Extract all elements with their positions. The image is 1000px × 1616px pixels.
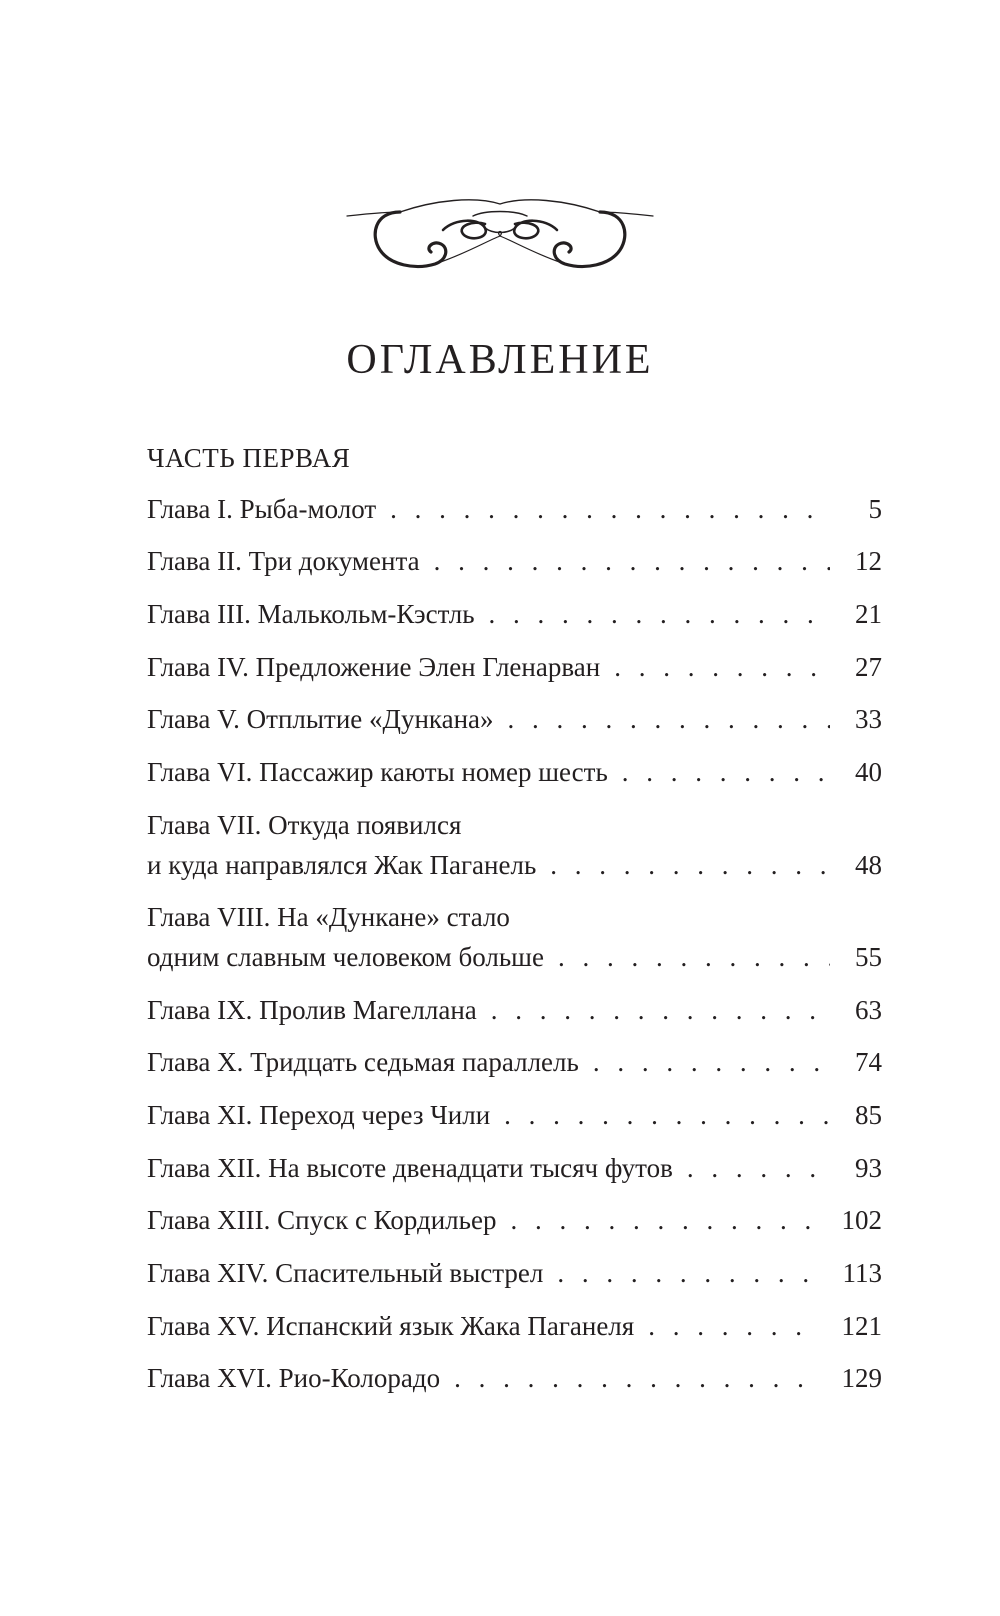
page-title: ОГЛАВЛЕНИЕ <box>346 337 654 383</box>
dot-leader <box>508 702 830 736</box>
dot-leader <box>648 1309 819 1343</box>
flourish-ornament-icon <box>345 190 655 275</box>
toc-entry[interactable] <box>147 597 882 631</box>
chapter-title: Глава V. Отплытие «Дункана» <box>147 704 494 734</box>
toc-entry[interactable] <box>147 492 882 526</box>
toc-entry[interactable] <box>147 544 882 578</box>
chapter-title: Глава IX. Пролив Магеллана <box>147 995 477 1025</box>
toc-entry[interactable] <box>147 1098 882 1132</box>
dot-leader <box>550 848 830 882</box>
page-number: 21 <box>855 599 882 629</box>
chapter-title: Глава VIII. На «Дункане» стало <box>147 902 510 932</box>
page-number: 129 <box>841 1363 882 1393</box>
dot-leader <box>504 1098 830 1132</box>
toc-entry[interactable] <box>147 702 882 736</box>
chapter-title: Глава XI. Переход через Чили <box>147 1100 491 1130</box>
dot-leader <box>593 1045 830 1079</box>
dot-leader <box>614 650 830 684</box>
chapter-title-continued: и куда направлялся Жак Паганель <box>147 850 537 880</box>
page-number: 48 <box>855 850 882 880</box>
part-heading: ЧАСТЬ ПЕРВАЯ <box>147 443 351 473</box>
chapter-title: Глава XII. На высоте двенадцати тысяч футов <box>147 1153 673 1183</box>
toc-entry[interactable] <box>147 993 882 1027</box>
toc-entry[interactable] <box>147 1309 882 1343</box>
toc-entry[interactable] <box>147 650 882 684</box>
dot-leader <box>557 1256 820 1290</box>
page-number: 33 <box>855 704 882 734</box>
page-number: 113 <box>842 1258 882 1288</box>
chapter-title: Глава IV. Предложение Элен Гленарван <box>147 652 601 682</box>
dot-leader <box>558 940 830 974</box>
dot-leader <box>510 1203 819 1237</box>
dot-leader <box>622 755 830 789</box>
toc-entry[interactable] <box>147 940 882 974</box>
dot-leader <box>687 1151 830 1185</box>
chapter-title: Глава II. Три документа <box>147 546 420 576</box>
chapter-title: Глава XIV. Спасительный выстрел <box>147 1258 544 1288</box>
dot-leader <box>434 544 830 578</box>
page-number: 85 <box>855 1100 882 1130</box>
chapter-title: Глава I. Рыба-молот <box>147 494 377 524</box>
page-number: 63 <box>855 995 882 1025</box>
toc-entry[interactable] <box>147 1045 882 1079</box>
chapter-title-continued: одним славным человеком больше <box>147 942 544 972</box>
dot-leader <box>491 993 830 1027</box>
page-number: 102 <box>841 1205 882 1235</box>
toc-entry[interactable] <box>147 1256 882 1290</box>
dot-leader <box>489 597 830 631</box>
page-number: 40 <box>855 757 882 787</box>
dot-leader <box>390 492 830 526</box>
toc-entry[interactable] <box>147 848 882 882</box>
toc-entry[interactable] <box>147 1361 882 1395</box>
page-number: 74 <box>855 1047 882 1077</box>
toc-entry[interactable] <box>147 1151 882 1185</box>
dot-leader <box>454 1361 819 1395</box>
toc-entry-first-line[interactable] <box>147 900 882 934</box>
toc-entry[interactable] <box>147 1203 882 1237</box>
page-number: 55 <box>855 942 882 972</box>
chapter-title: Глава X. Тридцать седьмая параллель <box>147 1047 579 1077</box>
chapter-title: Глава XVI. Рио-Колорадо <box>147 1363 441 1393</box>
page-number: 121 <box>841 1311 882 1341</box>
chapter-title: Глава VI. Пассажир каюты номер шесть <box>147 757 608 787</box>
chapter-title: Глава XV. Испанский язык Жака Паганеля <box>147 1311 635 1341</box>
toc-entry-first-line[interactable] <box>147 808 882 842</box>
page-number: 93 <box>855 1153 882 1183</box>
chapter-title: Глава III. Малькольм-Кэстль <box>147 599 475 629</box>
chapter-title: Глава XIII. Спуск с Кордильер <box>147 1205 497 1235</box>
page-number: 5 <box>868 494 882 524</box>
toc-entry[interactable] <box>147 755 882 789</box>
chapter-title: Глава VII. Откуда появился <box>147 810 462 840</box>
page-number: 27 <box>855 652 882 682</box>
page-number: 12 <box>855 546 882 576</box>
